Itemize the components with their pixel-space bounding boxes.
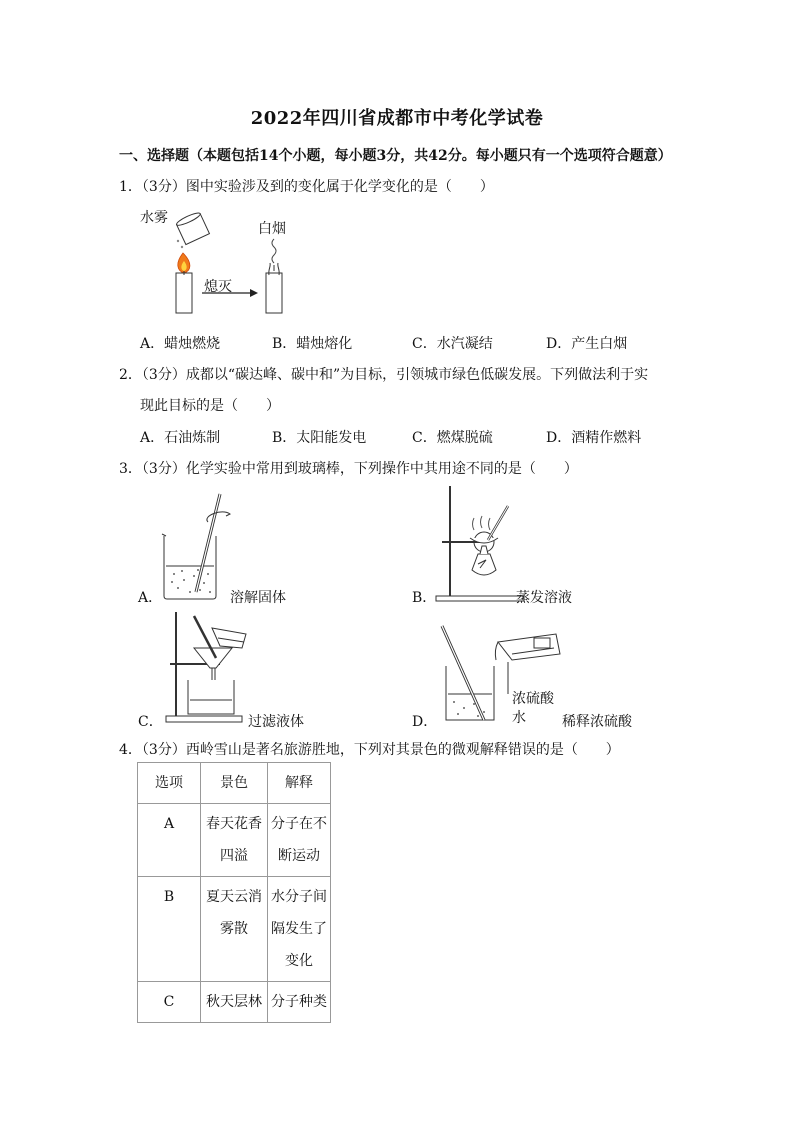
- table-row: [138, 877, 331, 982]
- table-cell: [268, 877, 331, 982]
- page-title: 2022年四川省成都市中考化学试卷: [250, 108, 544, 129]
- q3-option-c-caption: 过滤液体: [248, 714, 304, 730]
- label-water: 水: [512, 710, 526, 726]
- question-4-stem: 4．（3分）西岭雪山是著名旅游胜地，下列对其景色的微观解释错误的是（ ）: [119, 742, 620, 758]
- q1-option-a[interactable]: A．蜡烛燃烧: [140, 336, 221, 352]
- q2-option-c[interactable]: C．燃煤脱硫: [412, 430, 493, 446]
- question-2-stem-line2: 现此目标的是（ ）: [140, 398, 280, 414]
- table-cell: A: [138, 804, 201, 877]
- table-cell-text: 夏天云消雾散: [206, 889, 262, 937]
- label-concentrated-acid: 浓硫酸: [512, 691, 554, 707]
- figure-dissolve-solid: [160, 488, 240, 603]
- figure-filter-liquid: [160, 610, 260, 728]
- scenery-explanation-table: [137, 762, 331, 1023]
- question-2-stem-line1: 2．（3分）成都以“碳达峰、碳中和”为目标，引领城市绿色低碳发展。下列做法利于实: [119, 367, 649, 383]
- section-heading: 一、选择题（本题包括14个小题，每小题3分，共42分。每小题只有一个选项符合题意）: [119, 148, 672, 164]
- table-cell: [201, 804, 268, 877]
- table-header-row: [138, 763, 331, 804]
- q2-option-b[interactable]: B．太阳能发电: [272, 430, 367, 446]
- table-header-cell: 选项: [138, 763, 201, 804]
- label-water-mist: 水雾: [140, 210, 168, 226]
- label-white-smoke: 白烟: [258, 221, 286, 237]
- table-cell-text: 分子种类: [271, 994, 327, 1010]
- table-row: [138, 804, 331, 877]
- q2-option-d[interactable]: D．酒精作燃料: [546, 430, 642, 446]
- q3-option-a-caption: 溶解固体: [230, 590, 286, 606]
- q2-option-a[interactable]: A．石油炼制: [140, 430, 221, 446]
- table-cell: [201, 982, 268, 1023]
- question-1-stem: 1．（3分）图中实验涉及到的变化属于化学变化的是（ ）: [119, 179, 494, 195]
- table-header-cell: 景色: [201, 763, 268, 804]
- question-3-stem: 3．（3分）化学实验中常用到玻璃棒，下列操作中其用途不同的是（ ）: [119, 461, 578, 477]
- label-extinguish: 熄灭: [204, 279, 232, 295]
- q3-option-b-caption: 蒸发溶液: [516, 590, 572, 606]
- q3-option-c-letter[interactable]: C．: [138, 714, 163, 730]
- table-row: [138, 982, 331, 1023]
- q1-option-d[interactable]: D．产生白烟: [546, 336, 628, 352]
- q1-option-b[interactable]: B．蜡烛熔化: [272, 336, 353, 352]
- figure-evaporate-solution: [430, 484, 530, 604]
- q3-option-d-caption: 稀释浓硫酸: [562, 714, 632, 730]
- table-cell: B: [138, 877, 201, 982]
- table-cell-text: 春天花香四溢: [206, 816, 262, 864]
- q3-option-a-letter[interactable]: A．: [138, 590, 163, 606]
- q1-option-c[interactable]: C．水汽凝结: [412, 336, 493, 352]
- table-cell: [268, 804, 331, 877]
- table-cell-text: 水分子间隔发生了变化: [271, 889, 327, 969]
- table-cell-text: 秋天层林: [206, 994, 262, 1010]
- table-cell-text: 分子在不断运动: [271, 816, 327, 864]
- q3-option-b-letter[interactable]: B．: [412, 590, 437, 606]
- figure-dilute-sulfuric-acid: [436, 620, 576, 730]
- table-cell: [268, 982, 331, 1023]
- table-cell: C: [138, 982, 201, 1023]
- table-header-cell: 解释: [268, 763, 331, 804]
- table-cell: [201, 877, 268, 982]
- q3-option-d-letter[interactable]: D．: [412, 714, 438, 730]
- candle-experiment-figure: [130, 205, 310, 325]
